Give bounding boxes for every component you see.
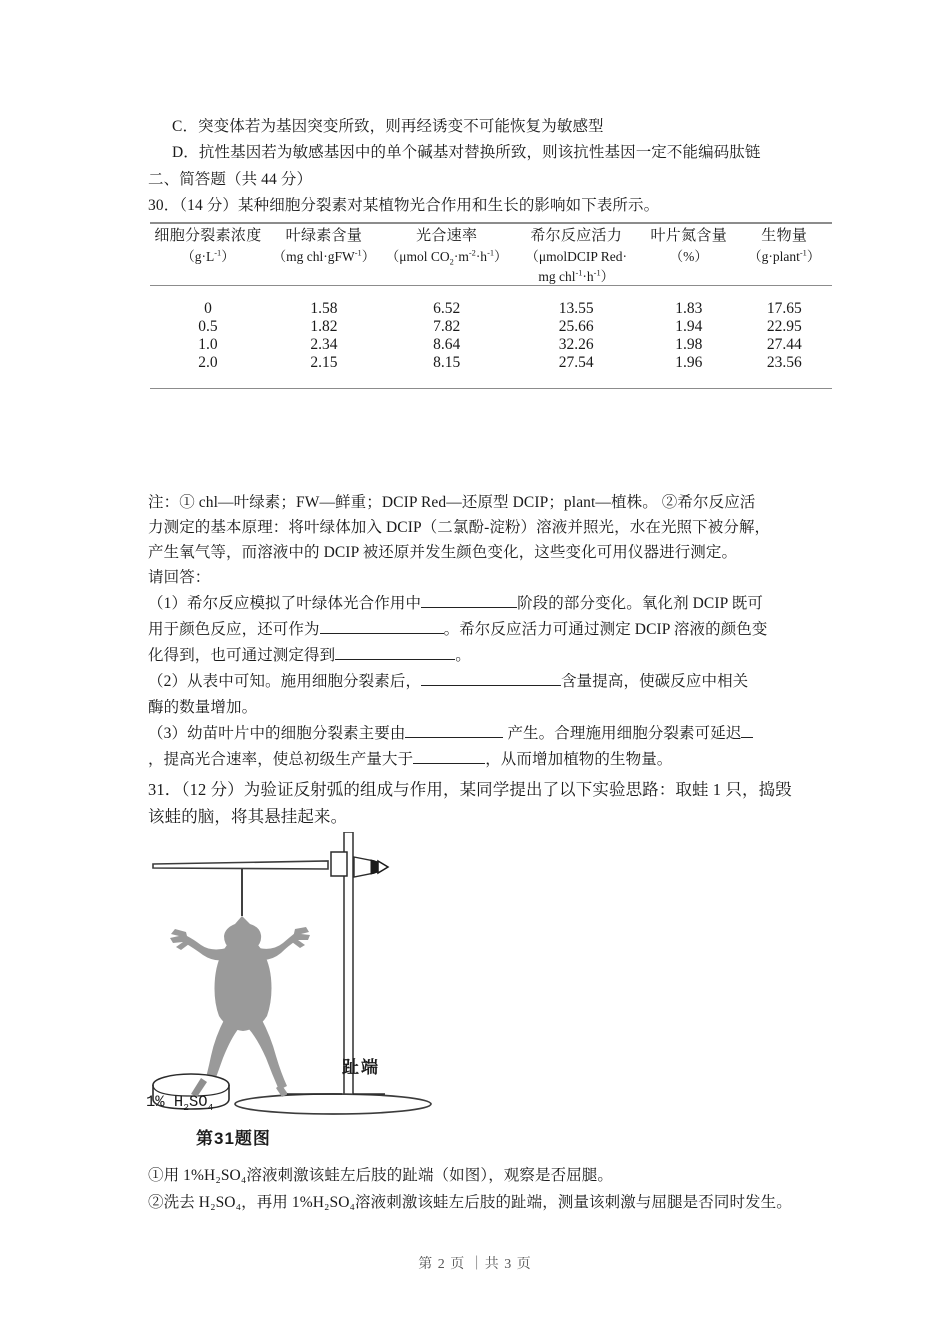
col-unit-cytokinin-conc: $(g\cdot L^{-1})$ <box>181 248 235 264</box>
part1-text-f: 。 <box>455 647 471 664</box>
experiment-step-1: ①用 1%H₂SO₄溶液刺激该蛙左后肢的趾端（如图），观察是否屈腿。 <box>148 1167 614 1184</box>
cell-biomass: 17.65 <box>766 300 802 317</box>
part3-text-c: ，提高光合速率，使总初级生产量大于 <box>148 751 414 768</box>
col-unit2-empty-1 <box>266 265 382 285</box>
table-row <box>150 286 832 318</box>
question-30-part-3-line-1 <box>148 721 753 746</box>
cell-conc: 0 <box>204 300 212 317</box>
answer-blank-3[interactable] <box>335 644 455 660</box>
col-header-hill-activity: 希尔反应活力 <box>530 227 623 244</box>
col-unit-biomass: （g·plant$^{-1}$） <box>748 248 821 264</box>
part1-text-a: （1）希尔反应模拟了叶绿体光合作用中 <box>148 595 422 612</box>
question-30-part-3-line-2 <box>148 747 672 772</box>
question-30-part-2-line-1 <box>148 669 748 694</box>
table-row <box>150 318 832 336</box>
figure-label-sulfuric-acid: 1% $H_2SO_4$ <box>146 1093 214 1114</box>
table-body <box>150 286 832 388</box>
table-rule-bottom <box>150 388 832 389</box>
col-unit-photosynthetic-rate: （μmol $CO_2\cdot m^{-2}\cdot h^{-1}$） <box>385 248 508 267</box>
col-unit2-hill-activity: mg $chl^{-1}\cdot h^{-1}$） <box>538 268 615 284</box>
part1-text-e: 化得到，也可通过测定得到 <box>148 647 336 664</box>
cell-photorate: 7.82 <box>433 318 461 335</box>
frog-reflex-diagram-svg <box>145 832 565 1132</box>
part2-text-a: （2）从表中可知。施用细胞分裂素后， <box>148 673 422 690</box>
section-heading: 二、简答题（共 44 分） <box>148 171 313 188</box>
cell-photorate: 6.52 <box>433 300 461 317</box>
part1-text-c: 用于颜色反应，还可作为 <box>148 621 320 638</box>
cell-chlorophyll: 2.15 <box>310 354 338 371</box>
option-d: D．抗性基因若为敏感基因中的单个碱基对替换所致，则该抗性基因一定不能编码肽链 <box>172 144 761 161</box>
part1-text-d: 。希尔反应活力可通过测定 DCIP 溶液的颜色变 <box>443 621 768 638</box>
answer-blank-4[interactable] <box>421 670 561 686</box>
table-note-line-2: 力测定的基本原理：将叶绿体加入 DCIP（二氯酚-淀粉）溶液并照光，水在光照下被分解， <box>148 519 771 536</box>
page-footer: 第 2 页 ｜共 3 页 <box>418 1257 532 1272</box>
cell-nitrogen: 1.98 <box>675 336 703 353</box>
table-header-units-row-2 <box>150 265 832 285</box>
part3-text-b: 产生。合理施用细胞分裂素可延迟 <box>507 725 742 742</box>
question-30-part-1-line-2 <box>148 617 768 642</box>
col-unit2-empty-0 <box>150 265 266 285</box>
question-31-stem-line-1: 31．（12 分）为验证反射弧的组成与作用，某同学提出了以下实验思路：取蛙 1 只，捣毁 <box>148 780 792 799</box>
cell-photorate: 8.64 <box>433 336 461 353</box>
cell-chlorophyll: 2.34 <box>310 336 338 353</box>
col-unit2-empty-2 <box>382 265 512 285</box>
table-row <box>150 354 832 388</box>
table-row <box>150 336 832 354</box>
answer-prompt: 请回答： <box>148 569 211 586</box>
answer-blank-2[interactable] <box>320 618 444 634</box>
cell-biomass: 23.56 <box>766 354 802 371</box>
part3-text-d: ，从而增加植物的生物量。 <box>485 751 673 768</box>
col-header-cytokinin-conc: 细胞分裂素浓度 <box>154 227 262 244</box>
figure-caption: 第31题图 <box>196 1129 271 1148</box>
clamp-arm-icon <box>153 861 328 869</box>
cell-conc: 1.0 <box>198 336 218 353</box>
cell-conc: 0.5 <box>198 318 218 335</box>
col-header-biomass: 生物量 <box>761 227 808 244</box>
cell-nitrogen: 1.96 <box>675 354 703 371</box>
data-table <box>150 222 832 389</box>
figure-31-frog-reflex-setup <box>145 832 565 1122</box>
answer-blank-5[interactable] <box>405 722 503 738</box>
col-unit-leaf-nitrogen: （%） <box>669 249 708 264</box>
question-30-part-1-line-3 <box>148 643 471 668</box>
cell-photorate: 8.15 <box>433 354 461 371</box>
table-note-line-1: 注：① chl—叶绿素；FW—鲜重；DCIP Red—还原型 DCIP；plant—植株。 ②希尔反应活 <box>148 494 756 511</box>
table-header-units-row <box>150 245 832 265</box>
table-note-line-3: 产生氧气等，而溶液中的 DCIP 被还原并发生颜色变化，这些变化可用仪器进行测定。 <box>148 544 738 561</box>
answer-blank-1[interactable] <box>421 592 517 608</box>
col-unit-chlorophyll: （mg chl·gFW$^{-1}$） <box>272 248 376 264</box>
question-30-stem: 30．（14 分）某种细胞分裂素对某植物光合作用和生长的影响如下表所示。 <box>148 197 660 214</box>
part1-text-b: 阶段的部分变化。氧化剂 DCIP 既可 <box>517 595 763 612</box>
col-unit-hill-activity: （μmolDCIP Red· <box>525 249 628 264</box>
cell-nitrogen: 1.94 <box>675 318 703 335</box>
option-c: C．突变体若为基因突变所致，则再经诱变不可能恢复为敏感型 <box>172 118 604 135</box>
table-header-names-row <box>150 224 832 245</box>
answer-blank-7[interactable] <box>413 748 485 764</box>
experiment-results-table <box>150 224 832 285</box>
question-30-part-1-line-1 <box>148 591 763 616</box>
col-header-leaf-nitrogen: 叶片氮含量 <box>650 227 728 244</box>
answer-blank-6[interactable] <box>741 722 753 738</box>
figure-label-toe: 趾端 <box>342 1058 380 1077</box>
cell-hill: 27.54 <box>558 354 594 371</box>
cell-hill: 13.55 <box>558 300 594 317</box>
experiment-step-2: ②洗去 H₂SO₄，再用 1%H₂SO₄溶液刺激该蛙左后肢的趾端，测量该刺激与屈腿是否同时发生。 <box>148 1194 792 1211</box>
question-31-stem-line-2: 该蛙的脑，将其悬挂起来。 <box>148 807 348 826</box>
cell-hill: 32.26 <box>558 336 594 353</box>
clamp-screw-icon <box>354 857 388 877</box>
cell-chlorophyll: 1.58 <box>310 300 338 317</box>
table-head <box>150 224 832 285</box>
col-unit2-empty-4 <box>641 265 736 285</box>
part3-text-a: （3）幼苗叶片中的细胞分裂素主要由 <box>148 725 406 742</box>
cell-nitrogen: 1.83 <box>675 300 703 317</box>
stand-base-icon <box>235 1094 431 1114</box>
cell-biomass: 27.44 <box>766 336 802 353</box>
col-header-photosynthetic-rate: 光合速率 <box>416 227 478 244</box>
cell-biomass: 22.95 <box>766 318 802 335</box>
cell-hill: 25.66 <box>558 318 594 335</box>
cell-conc: 2.0 <box>198 354 218 371</box>
frog-silhouette <box>170 916 310 1098</box>
cell-chlorophyll: 1.82 <box>310 318 338 335</box>
question-30-part-2-line-2: 酶的数量增加。 <box>148 699 258 716</box>
part2-text-b: 含量提高，使碳反应中相关 <box>561 673 749 690</box>
clamp-block-icon <box>331 852 347 876</box>
col-unit2-empty-5 <box>737 265 833 285</box>
col-header-chlorophyll: 叶绿素含量 <box>285 227 363 244</box>
experiment-results-body <box>150 286 832 388</box>
